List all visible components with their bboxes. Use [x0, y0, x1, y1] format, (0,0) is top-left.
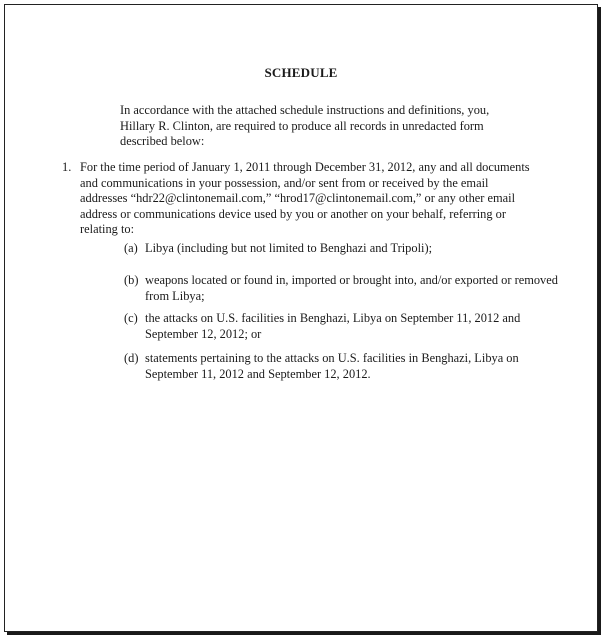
intro-paragraph: [120, 103, 520, 150]
item-line: addresses “hdr22@clintonemail.com,” “hrod17@clintonemail.com,” or any other email: [80, 191, 516, 205]
item-line: and communications in your possession, and/or sent from or received by the email: [80, 175, 489, 190]
subitem-letter: (d): [124, 351, 139, 365]
intro-line: In accordance with the attached schedule instructions and definitions, you,: [120, 103, 490, 117]
subitem-text: [145, 273, 558, 304]
intro-line: described below:: [120, 134, 205, 148]
subitem-text: [145, 311, 535, 342]
subitem-text: [145, 241, 535, 257]
subitem-text: [145, 351, 535, 382]
subitem-line: September 11, 2012 and September 12, 2012.: [145, 366, 371, 381]
subitem-line: from Libya;: [145, 288, 205, 303]
intro-line: Hillary R. Clinton, are required to produce all records in unredacted form: [120, 118, 484, 133]
item-line: relating to:: [80, 222, 135, 236]
subitem-line: weapons located or found in, imported or brought into, and/or exported or removed: [145, 273, 558, 287]
subitem-letter: (a): [124, 241, 138, 255]
subitem-line: the attacks on U.S. facilities in Benghazi, Libya on September 11, 2012 and: [145, 311, 521, 325]
subitem-line: Libya (including but not limited to Benghazi and Tripoli);: [145, 241, 433, 255]
subitem-line: statements pertaining to the attacks on U.S. facilities in Benghazi, Libya on: [145, 351, 519, 365]
subitem-line: September 12, 2012; or: [145, 326, 262, 341]
subitem-letter: (c): [124, 311, 138, 325]
document-frame: [4, 4, 598, 632]
item-line: address or communications device used by you or another on your behalf, referring or: [80, 206, 506, 221]
document-title: SCHEDULE: [264, 65, 338, 80]
item-paragraph: [80, 160, 538, 238]
subitem-letter: (b): [124, 273, 139, 287]
item-line: For the time period of January 1, 2011 through December 31, 2012, any and all documents: [80, 160, 530, 174]
document-page: [5, 5, 597, 631]
item-number: 1.: [62, 160, 72, 174]
